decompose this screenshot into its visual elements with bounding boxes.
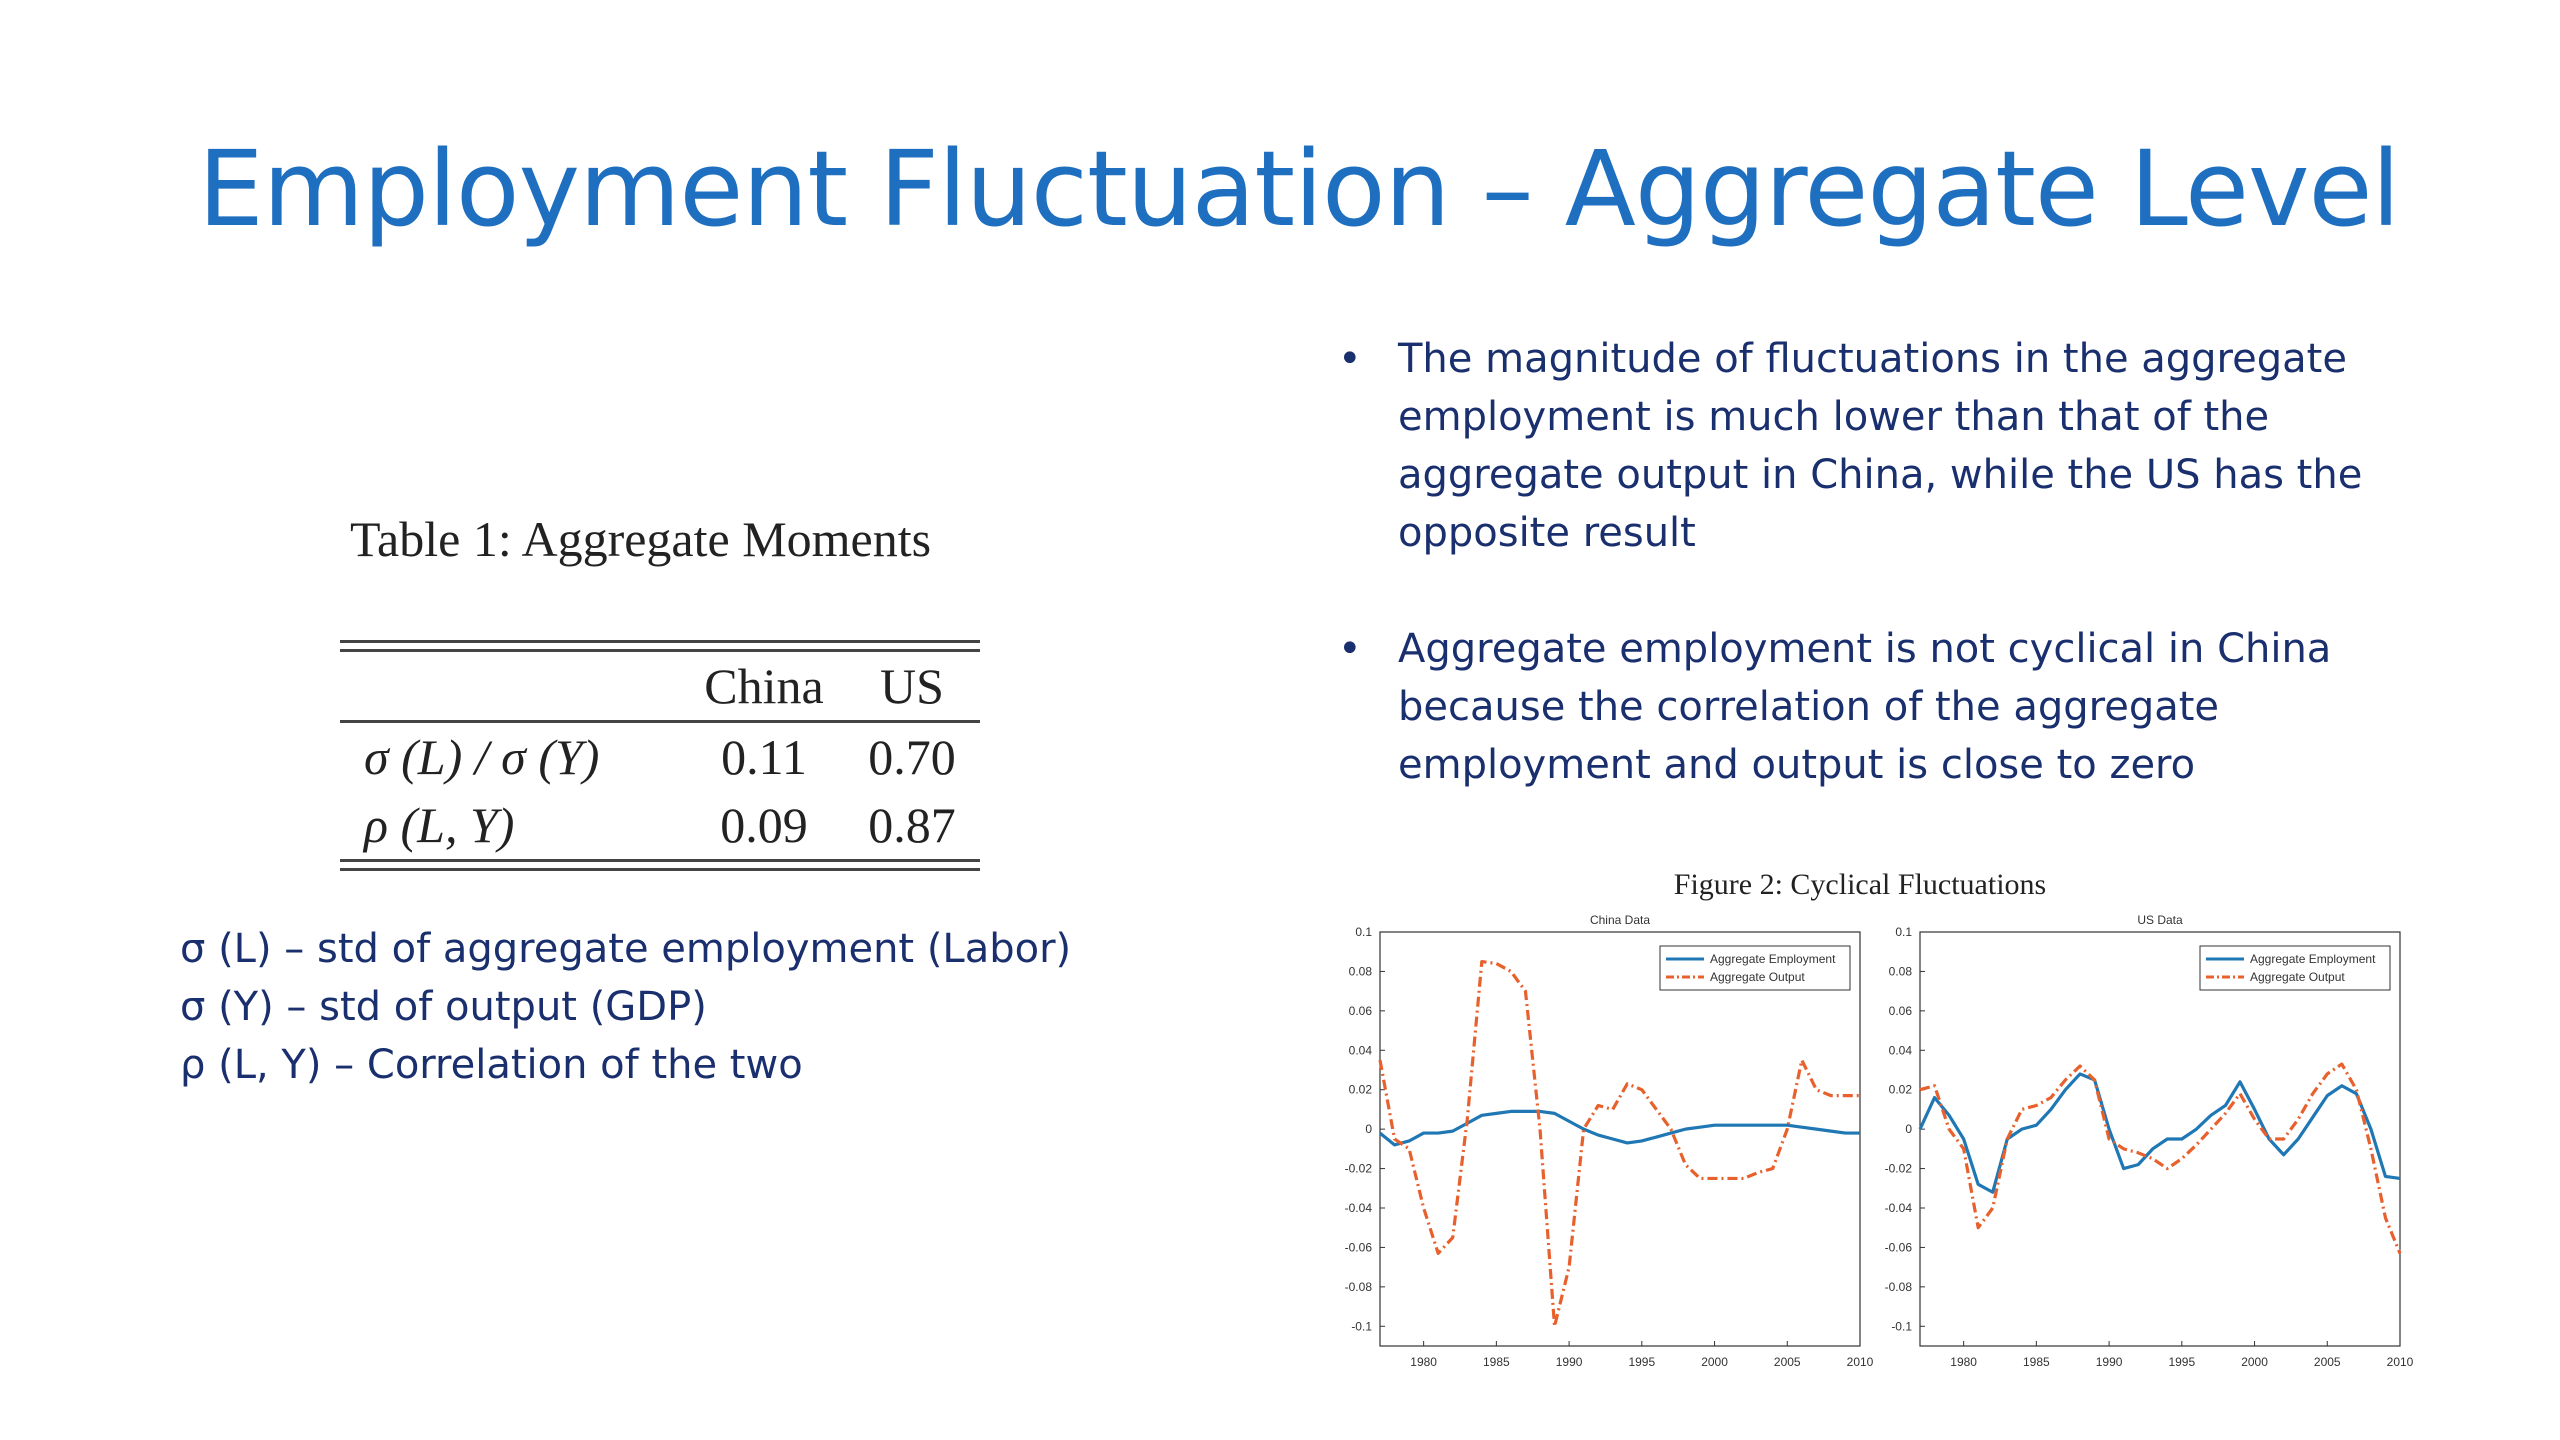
legend-label: Aggregate Output xyxy=(1710,970,1805,984)
row-label: ρ (L, Y) xyxy=(364,797,515,853)
us-chart xyxy=(1870,904,2414,1384)
definitions xyxy=(180,920,1071,1094)
y-tick-label: 0.04 xyxy=(1348,1043,1372,1058)
x-tick-label: 2010 xyxy=(2386,1355,2414,1369)
y-tick-label: 0.08 xyxy=(1888,964,1912,979)
legend-label: Aggregate Output xyxy=(2250,970,2345,984)
moments-table xyxy=(340,640,980,871)
x-tick-label: 1985 xyxy=(1483,1355,1510,1369)
y-tick-label: -0.04 xyxy=(1884,1201,1912,1215)
row-label: σ (L) / σ (Y) xyxy=(364,729,600,785)
x-tick-label: 1990 xyxy=(2095,1355,2123,1369)
y-tick-label: 0.02 xyxy=(1348,1082,1372,1097)
figure xyxy=(1330,868,2414,1388)
bullet-icon: • xyxy=(1338,626,1362,672)
china-chart xyxy=(1330,904,1874,1384)
plot-frame xyxy=(1380,932,1860,1346)
bullet-list xyxy=(1330,330,2450,852)
y-tick-label: 0.02 xyxy=(1888,1082,1912,1097)
figure-title: Figure 2: Cyclical Fluctuations xyxy=(1673,868,2047,901)
y-tick-label: -0.04 xyxy=(1344,1201,1372,1215)
y-tick-label: -0.02 xyxy=(1884,1161,1912,1176)
table-bottom-rule xyxy=(340,859,980,871)
header-china: China xyxy=(704,658,824,714)
y-tick-label: -0.08 xyxy=(1344,1279,1372,1294)
y-tick-label: 0.06 xyxy=(1348,1003,1372,1018)
table-row xyxy=(340,723,980,791)
legend-label: Aggregate Employment xyxy=(2250,952,2376,966)
table-row xyxy=(340,791,980,859)
definition-line: ρ (L, Y) – Correlation of the two xyxy=(180,1042,803,1088)
y-tick-label: -0.08 xyxy=(1884,1279,1912,1294)
row-us-value: 0.87 xyxy=(868,797,956,853)
definition-line: σ (Y) – std of output (GDP) xyxy=(180,984,707,1030)
x-tick-label: 1995 xyxy=(1628,1355,1656,1369)
row-us-value: 0.70 xyxy=(868,729,956,785)
y-tick-label: 0.04 xyxy=(1888,1043,1912,1058)
x-tick-label: 1990 xyxy=(1555,1355,1583,1369)
table-header-row xyxy=(340,652,980,720)
header-label xyxy=(340,652,684,720)
plot-frame xyxy=(1920,932,2400,1346)
y-tick-label: 0.06 xyxy=(1888,1003,1912,1018)
y-tick-label: 0.1 xyxy=(1895,925,1912,939)
y-tick-label: 0 xyxy=(1365,1122,1372,1137)
table-caption: Table 1: Aggregate Moments xyxy=(350,511,932,567)
table-top-rule xyxy=(340,640,980,652)
definition-line: σ (L) – std of aggregate employment (Labor) xyxy=(180,926,1072,972)
x-tick-label: 1985 xyxy=(2023,1355,2050,1369)
chart-title: China Data xyxy=(1589,913,1651,927)
legend-label: Aggregate Employment xyxy=(1710,952,1836,966)
x-tick-label: 1995 xyxy=(2168,1355,2196,1369)
chart-title: US Data xyxy=(2137,913,2183,927)
bullet-item xyxy=(1330,330,2450,562)
y-tick-label: -0.1 xyxy=(1891,1319,1912,1334)
row-china-value: 0.11 xyxy=(721,729,807,785)
slide-title: Employment Fluctuation – Aggregate Level xyxy=(198,128,2400,250)
bullet-text: The magnitude of fluctuations in the aggregate employment is much lower than that of the aggregate output in China, while the US has the opposite result xyxy=(1398,336,2363,556)
y-tick-label: -0.06 xyxy=(1344,1240,1372,1255)
row-china-value: 0.09 xyxy=(720,797,808,853)
x-tick-label: 1980 xyxy=(1410,1355,1437,1369)
x-tick-label: 1980 xyxy=(1950,1355,1977,1369)
y-tick-label: 0.08 xyxy=(1348,964,1372,979)
y-tick-label: 0 xyxy=(1905,1122,1912,1137)
bullet-text: Aggregate employment is not cyclical in China because the correlation of the aggregate employment and output is close to zero xyxy=(1398,626,2332,788)
x-tick-label: 2005 xyxy=(1773,1355,1801,1369)
y-tick-label: -0.1 xyxy=(1351,1319,1372,1334)
x-tick-label: 2000 xyxy=(1701,1355,1728,1369)
x-tick-label: 2000 xyxy=(2241,1355,2268,1369)
y-tick-label: -0.02 xyxy=(1344,1161,1372,1176)
y-tick-label: 0.1 xyxy=(1355,925,1372,939)
y-tick-label: -0.06 xyxy=(1884,1240,1912,1255)
x-tick-label: 2005 xyxy=(2313,1355,2341,1369)
x-tick-label: 2010 xyxy=(1846,1355,1874,1369)
header-us: US xyxy=(880,658,944,714)
bullet-item xyxy=(1330,620,2450,794)
bullet-icon: • xyxy=(1338,336,1362,382)
